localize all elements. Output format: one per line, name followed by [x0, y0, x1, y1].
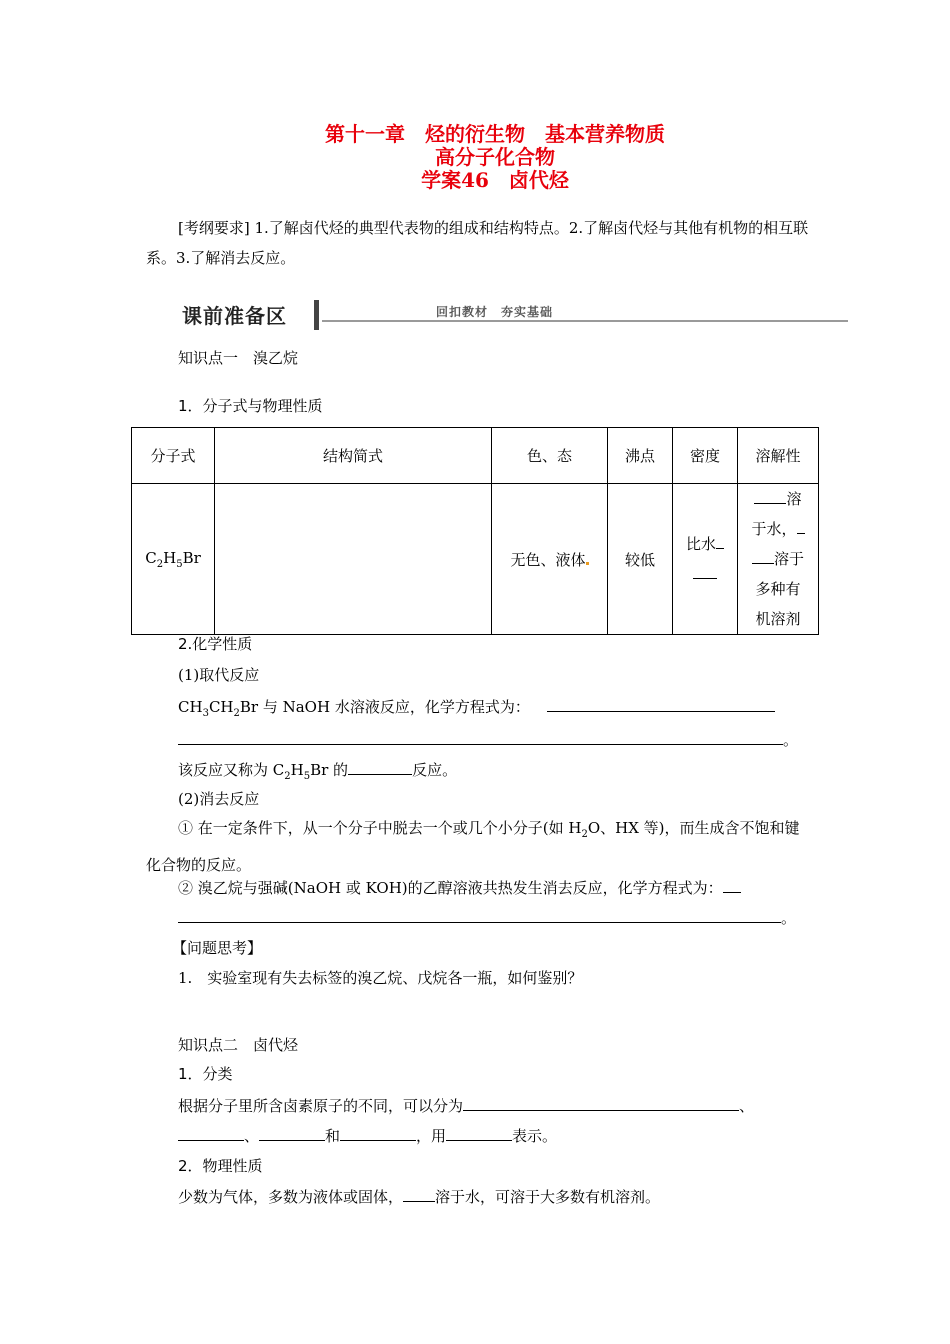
classification-line-2: 、 和 ，用 表示。 [178, 1124, 557, 1146]
physical-properties-line: 少数为气体，多数为液体或固体， 溶于水，可溶于大多数有机溶剂。 [178, 1185, 660, 1207]
table-cell-boiling: 较低 [608, 484, 673, 635]
classification-line: 根据分子里所含卤素原子的不同，可以分为 、 [178, 1094, 754, 1116]
answer-blank[interactable] [723, 876, 741, 893]
requirements-label: [考纲要求] [178, 219, 250, 237]
table-header: 结构简式 [215, 428, 492, 484]
table-cell-structure [215, 484, 492, 635]
chemical-properties-heading: 2.化学性质 [178, 635, 253, 653]
subheading-formula-properties: 1．分子式与物理性质 [178, 397, 323, 415]
knowledge-point-1-heading: 知识点一 溴乙烷 [178, 349, 299, 367]
reaction-type-line: 该反应又称为 $C_2H_5Br$ 的 反应。 [178, 758, 457, 782]
classification-heading: 1．分类 [178, 1065, 233, 1083]
answer-blank[interactable] [178, 1124, 244, 1141]
answer-blank[interactable] [752, 547, 774, 564]
substitution-heading: (1)取代反应 [178, 666, 260, 684]
elimination-equation-line: ② 溴乙烷与强碱(NaOH 或 KOH)的乙醇溶液共热发生消去反应，化学方程式为： [178, 876, 741, 898]
elimination-heading: (2)消去反应 [178, 790, 260, 808]
elimination-continuation: 。 [178, 906, 796, 928]
table-row [132, 484, 819, 635]
table-cell-color-state: 无色、液体 [492, 484, 608, 635]
answer-blank[interactable] [403, 1185, 435, 1202]
substitution-equation-line: $CH_3CH_2Br$ 与 NaOH 水溶液反应，化学方程式为： [178, 695, 775, 719]
answer-blank[interactable] [547, 695, 775, 712]
answer-blank[interactable] [446, 1124, 512, 1141]
properties-table [131, 427, 819, 635]
question-heading: 【问题思考】 [172, 939, 263, 957]
equation-continuation: 。 [178, 728, 798, 750]
lesson-title: 学案46 卤代烃 [421, 168, 569, 192]
answer-blank[interactable] [348, 758, 412, 775]
table-header: 沸点 [608, 428, 673, 484]
table-header: 色、态 [492, 428, 608, 484]
table-header: 密度 [673, 428, 738, 484]
section-banner-subtitle: 回扣教材 夯实基础 [436, 305, 554, 319]
banner-rule [322, 320, 848, 322]
answer-blank[interactable] [340, 1124, 416, 1141]
table-header: 溶解性 [738, 428, 819, 484]
answer-blank[interactable] [178, 728, 783, 745]
table-cell-density: 比水 [673, 484, 738, 635]
table-header-row [132, 428, 819, 484]
chapter-title: 第十一章 烃的衍生物 基本营养物质 [325, 122, 665, 146]
section-banner-title: 课前准备区 [182, 304, 287, 328]
mark-dot [586, 562, 589, 565]
question-1: 1. 实验室现有失去标签的溴乙烷、戊烷各一瓶，如何鉴别？ [178, 969, 583, 987]
answer-blank[interactable] [259, 1124, 325, 1141]
table-cell-solubility: 溶 于水， 溶于 多种有 机溶剂 [738, 484, 819, 635]
banner-divider [314, 300, 319, 330]
elimination-definition: ① 在一定条件下，从一个分子中脱去一个或几个小分子(如 $H_2O$、HX 等)，而生成含不饱和键化合物的反应。 [146, 819, 800, 874]
requirements-text: 1.了解卤代烃的典型代表物的组成和结构特点。2.了解卤代烃与其他有机物的相互联系。3.了解消去反应。 [146, 219, 809, 267]
knowledge-point-2-heading: 知识点二 卤代烃 [178, 1036, 299, 1054]
chapter-subtitle: 高分子化合物 [435, 145, 555, 169]
table-header: 分子式 [132, 428, 215, 484]
answer-blank[interactable] [716, 532, 724, 549]
answer-blank[interactable] [178, 906, 781, 923]
physical-properties-heading: 2．物理性质 [178, 1157, 263, 1175]
answer-blank[interactable] [797, 517, 805, 534]
answer-blank[interactable] [463, 1094, 739, 1111]
table-cell-formula: $C_2H_5Br$ [132, 484, 215, 635]
answer-blank[interactable] [693, 562, 717, 579]
requirements [146, 213, 811, 273]
answer-blank[interactable] [754, 487, 786, 504]
